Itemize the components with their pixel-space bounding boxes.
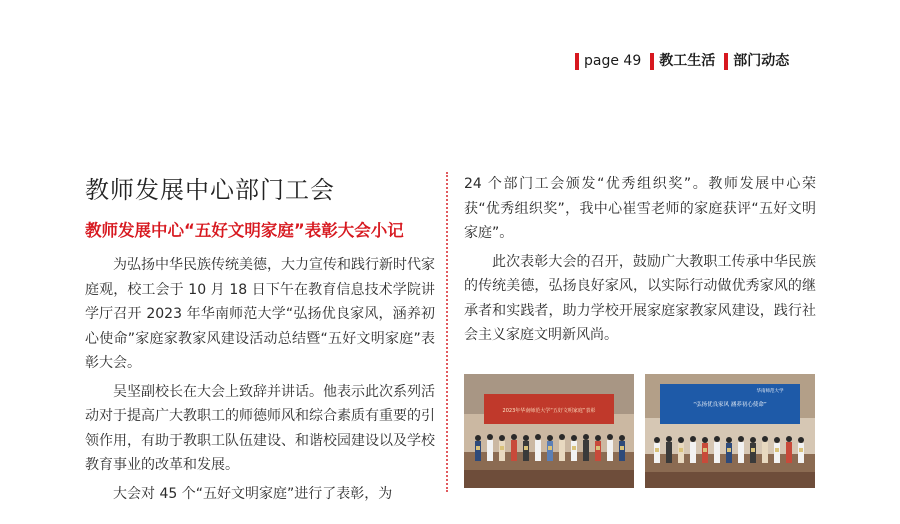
header-section-1: 教工生活 (659, 53, 716, 69)
page-header (575, 51, 798, 71)
paragraph: 吴坚副校长在大会上致辞并讲话。他表示此次系列活动对于提高广大教职工的师德师风和综合素质有重要的引领作用，有助于教职工队伍建设、和谐校园建设以及学校教育事业的改革和发展。 (85, 383, 435, 473)
header-bar (724, 53, 728, 70)
event-photo-2 (645, 374, 815, 488)
paragraph: 为弘扬中华民族传统美德，大力宣传和践行新时代家庭观，校工会于 10 月 18 日下午在教育信息技术学院讲学厅召开 2023 年华南师范大学“弘扬优良家风，涵养初心使命”家庭家教家风建设活动总结暨“五好文明家庭”表彰大会。 (85, 257, 435, 371)
left-column (85, 253, 435, 510)
photo-1-banner: 2023年华南师范大学“五好文明家庭”表彰 (502, 408, 596, 414)
column-divider (446, 172, 448, 492)
right-column (464, 172, 816, 352)
paragraph: 24 个部门工会颁发“优秀组织奖”。教师发展中心荣获“优秀组织奖”，我中心崔雪老师的家庭获评“五好文明家庭”。 (464, 176, 816, 241)
photo-1-image (464, 374, 634, 488)
header-bar (650, 53, 654, 70)
photo-2-image (645, 374, 815, 488)
section-title: 教师发展中心部门工会 (85, 176, 335, 204)
photo-2-logo: 华南师范大学 (756, 389, 784, 394)
event-photo-1 (464, 374, 634, 488)
article-title: 教师发展中心“五好文明家庭”表彰大会小记 (85, 221, 404, 240)
paragraph: 大会对 45 个“五好文明家庭”进行了表彰，为 (113, 485, 393, 502)
photo-2-banner: “弘扬优良家风 涵养初心使命” (693, 402, 767, 408)
page-number: page 49 (584, 53, 642, 69)
paragraph: 此次表彰大会的召开，鼓励广大教职工传承中华民族的传统美德，弘扬良好家风，以实际行动做优秀家风的继承者和实践者，助力学校开展家庭家教家风建设，践行社会主义家庭文明新风尚。 (464, 253, 816, 343)
header-bar (575, 53, 579, 70)
header-section-2: 部门动态 (733, 53, 790, 69)
